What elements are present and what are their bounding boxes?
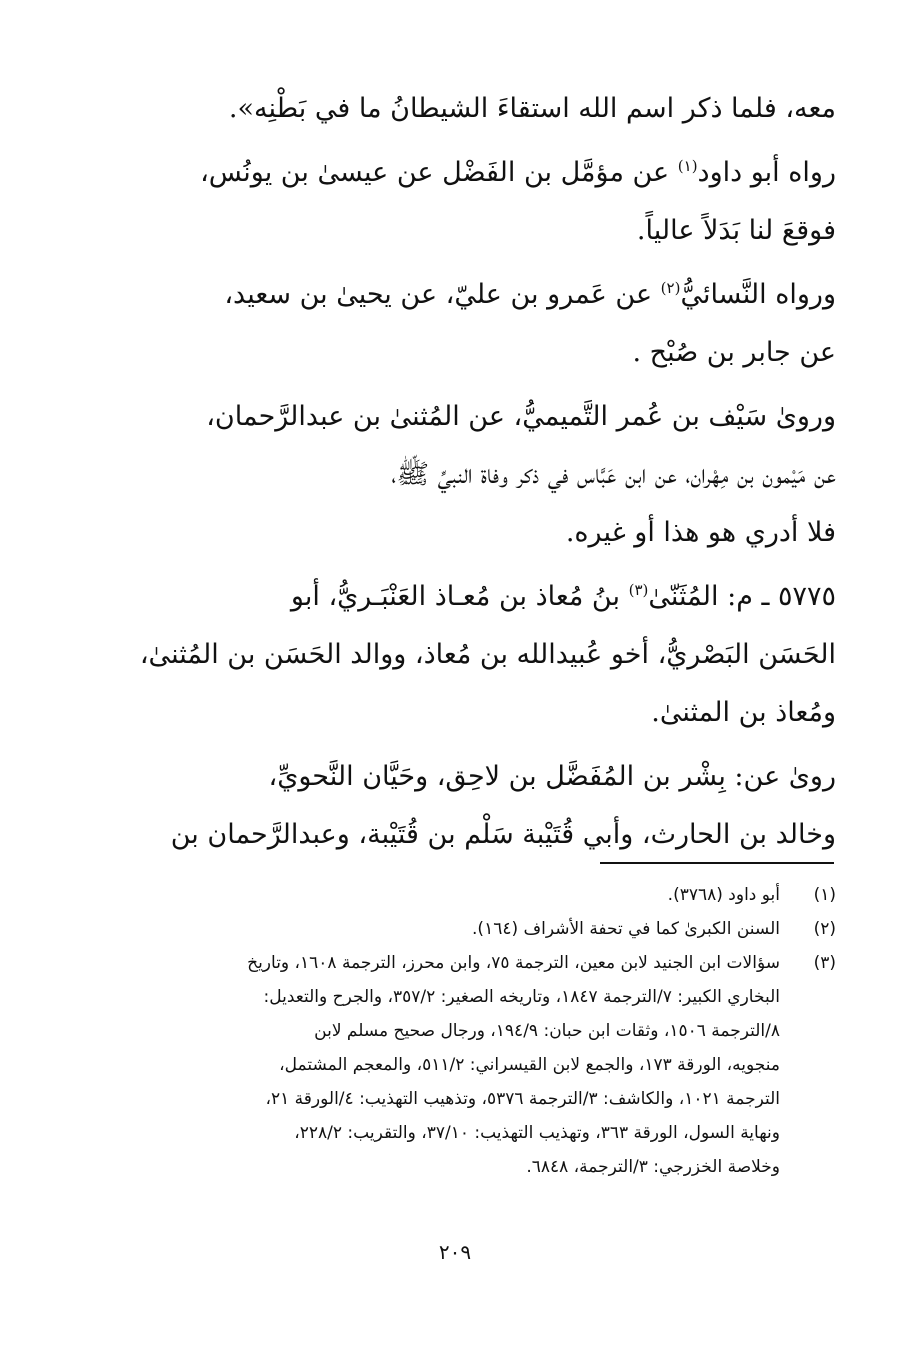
text-line: فوقعَ لنا بَدَلاً عالياً. (636, 215, 836, 246)
footnote-3 (130, 946, 836, 1184)
text-line (130, 568, 836, 626)
text-line: فلا أدري هو هذا أو غيره. (565, 517, 836, 548)
footnote-line: ونهاية السول، الورقة ٣٦٣، وتهذيب التهذيب: ٣٧/١٠، والتقريب: ٢٢٨/٢، (294, 1123, 780, 1143)
footnote-marker-3[interactable]: (٣) (628, 581, 649, 599)
footnote-line: ٨/الترجمة ١٥٠٦، وثقات ابن حبان: ١٩٤/٩، ورجال صحيح مسلم لابن (314, 1021, 780, 1041)
footnote-line: الترجمة ١٠٢١، والكاشف: ٣/الترجمة ٥٣٧٦، وتذهيب التهذيب: ٤/الورقة ٢١، (265, 1089, 780, 1109)
footnote-line: سؤالات ابن الجنيد لابن معين، الترجمة ٧٥، وابن محرز، الترجمة ١٦٠٨، وتاريخ (247, 953, 780, 973)
paragraph-2 (130, 144, 836, 260)
text-line: ورویٰ سَيْف بن عُمر التَّميميُّ، عن المُثنىٰ بن عبدالرَّحمان، (206, 401, 836, 432)
text-segment: رواه أبو داود (697, 157, 836, 188)
text-line (130, 144, 836, 202)
text-line: ومُعاذ بن المثنىٰ. (651, 697, 836, 728)
text-segment: ٥٧٧٥ ـ م: المُثَنّىٰ (648, 581, 836, 612)
footnote-number: (١) (813, 885, 836, 905)
footnote-marker-1[interactable]: (١) (677, 157, 698, 175)
footnote-line: أبو داود (٣٧٦٨). (667, 885, 780, 905)
footnote-body (130, 946, 780, 1184)
footnote-line: منجويه، الورقة ١٧٣، والجمع لابن القيسراني: ٥١١/٢، والمعجم المشتمل، (279, 1055, 780, 1075)
text-segment: ورواه النَّسائيُّ (680, 279, 836, 310)
text-line: الحَسَن البَصْريُّ، أخو عُبيدالله بن مُعاذ، ووالد الحَسَن بن المُثنىٰ، (139, 639, 836, 670)
footnote-line: السنن الكبرىٰ كما في تحفة الأشراف (١٦٤). (472, 919, 780, 939)
footnote-line: البخاري الكبير: ٧/الترجمة ١٨٤٧، وتاريخه الصغير: ٣٥٧/٢، والجرح والتعديل: (263, 987, 780, 1007)
footnote-line: وخلاصة الخزرجي: ٣/الترجمة، ٦٨٤٨. (526, 1157, 780, 1177)
text-segment: عن مؤمَّل بن الفَضْل عن عيسىٰ بن يونُس، (200, 157, 670, 188)
text-line: وخالد بن الحارث، وأبي قُتَيْبة سَلْم بن قُتَيْبة، وعبدالرَّحمان بن (170, 819, 836, 850)
text-line: عن جابر بن صُبْح . (632, 337, 836, 368)
paragraph-3 (130, 266, 836, 382)
footnote-2 (130, 912, 836, 946)
text-line (130, 266, 836, 324)
footnote-body (130, 878, 780, 912)
paragraph-4 (130, 388, 836, 562)
footnote-marker-2[interactable]: (٢) (660, 279, 681, 297)
page-number: ٢٠٩ (438, 1240, 472, 1264)
text-segment: بنُ مُعاذ بن مُعـاذ العَنْبَـريُّ، أبو (290, 581, 620, 612)
text-line: رویٰ عن: بِشْر بن المُفَضَّل بن لاحِق، وحَيَّان النَّحويِّ، (268, 761, 836, 792)
footnotes (130, 878, 836, 1184)
text-segment: عن عَمرو بن عليّ، عن يحيىٰ بن سعيد، (224, 279, 653, 310)
footnote-number: (٣) (813, 953, 836, 973)
paragraph-5 (130, 568, 836, 742)
text-line: معه، فلما ذكر اسم الله استقاءَ الشيطانُ ما في بَطْنِه». (228, 93, 836, 124)
footnote-separator (600, 862, 834, 864)
footnote-body (130, 912, 780, 946)
paragraph-6 (130, 748, 836, 864)
paragraph-1 (130, 80, 836, 138)
footnote-1 (130, 878, 836, 912)
footnote-number: (٢) (813, 919, 836, 939)
main-text (130, 80, 836, 864)
text-line: عن مَيْمون بن مِهْران، عن ابن عَبَّاس في ذكر وفاة النبيِّ ﷺ، (391, 459, 836, 490)
